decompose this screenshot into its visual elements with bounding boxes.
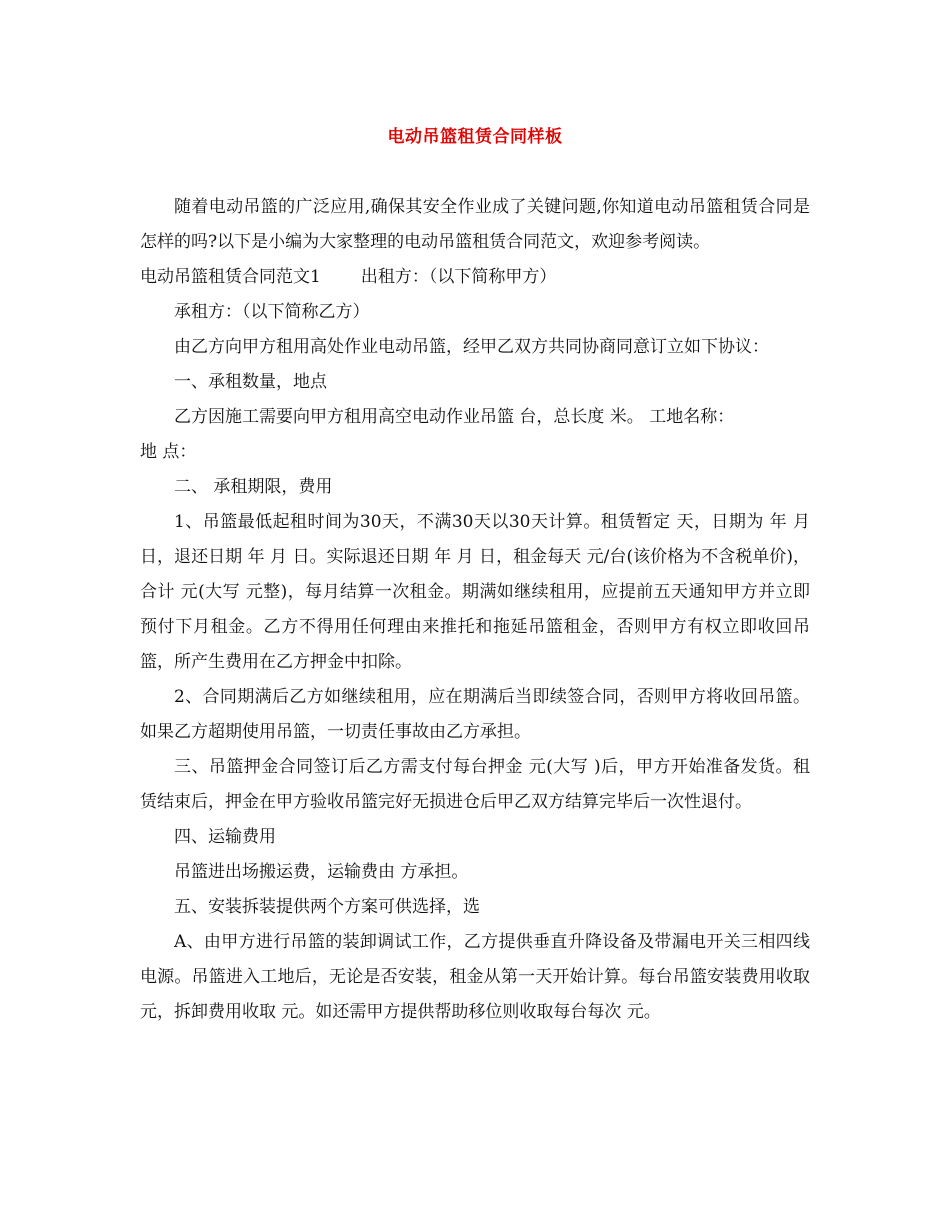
document-body — [140, 190, 810, 1030]
section-4-body: 吊篮进出场搬运费，运输费由 方承担。 — [174, 862, 469, 882]
section-5-title: 五、安装拆装提供两个方案可供选择，选 — [174, 897, 480, 917]
lessee-line: 承租方：（以下简称乙方） — [174, 302, 370, 322]
sample-header-line — [140, 260, 810, 295]
section-2-item-2: 2、合同期满后乙方如继续租用，应在期满后当即续签合同，否则甲方将收回吊篮。如果乙方超期使用吊篮，一切责任事故由乙方承担。 — [140, 687, 810, 742]
lessor-line: 出租方：（以下简称甲方） — [360, 267, 557, 287]
section-4-title: 四、运输费用 — [174, 827, 276, 847]
intro-paragraph: 随着电动吊篮的广泛应用,确保其安全作业成了关键问题,你知道电动吊篮租赁合同是怎样的吗?以下是小编为大家整理的电动吊篮租赁合同范文，欢迎参考阅读。 — [140, 197, 810, 252]
section-1-body: 乙方因施工需要向甲方租用高空电动作业吊篮 台，总长度 米。 工地名称： — [174, 407, 735, 427]
document-title: 电动吊篮租赁合同样板 — [387, 127, 563, 147]
section-3-paragraph: 三、吊篮押金合同签订后乙方需支付每台押金 元(大写 )后，甲方开始准备发货。租赁结束后，押金在甲方验收吊篮完好无损进仓后甲乙双方结算完毕后一次性退付。 — [140, 757, 810, 812]
section-2-item-1: 1、吊篮最低起租时间为30天，不满30天以30天计算。租赁暂定 天，日期为 年 月 日，退还日期 年 月 日。实际退还日期 年 月 日，租金每天 元/台(该价格为不含税单价)，合计 元(大写 元整)，每月结算一次租金。期满如继续租用，应提前五天通知甲方并立即预付下月租金。乙方不得用任何理由来推托和拖延吊篮租金，否则甲方有权立即收回吊篮，所产生费用在乙方押金中扣除。 — [140, 512, 810, 672]
agreement-paragraph: 由乙方向甲方租用高处作业电动吊篮，经甲乙双方共同协商同意订立如下协议： — [174, 337, 769, 357]
section-1-title: 一、承租数量，地点 — [174, 372, 327, 392]
section-1-location: 地 点： — [140, 442, 197, 462]
section-2-title: 二、 承租期限，费用 — [174, 477, 333, 497]
sample-label: 电动吊篮租赁合同范文1 — [140, 267, 321, 287]
section-5-option-a: A、由甲方进行吊篮的装卸调试工作，乙方提供垂直升降设备及带漏电开关三相四线电源。吊篮进入工地后，无论是否安装，租金从第一天开始计算。每台吊篮安装费用收取 元，拆卸费用收取 元。如还需甲方提供帮助移位则收取每台每次 元。 — [140, 932, 810, 1022]
